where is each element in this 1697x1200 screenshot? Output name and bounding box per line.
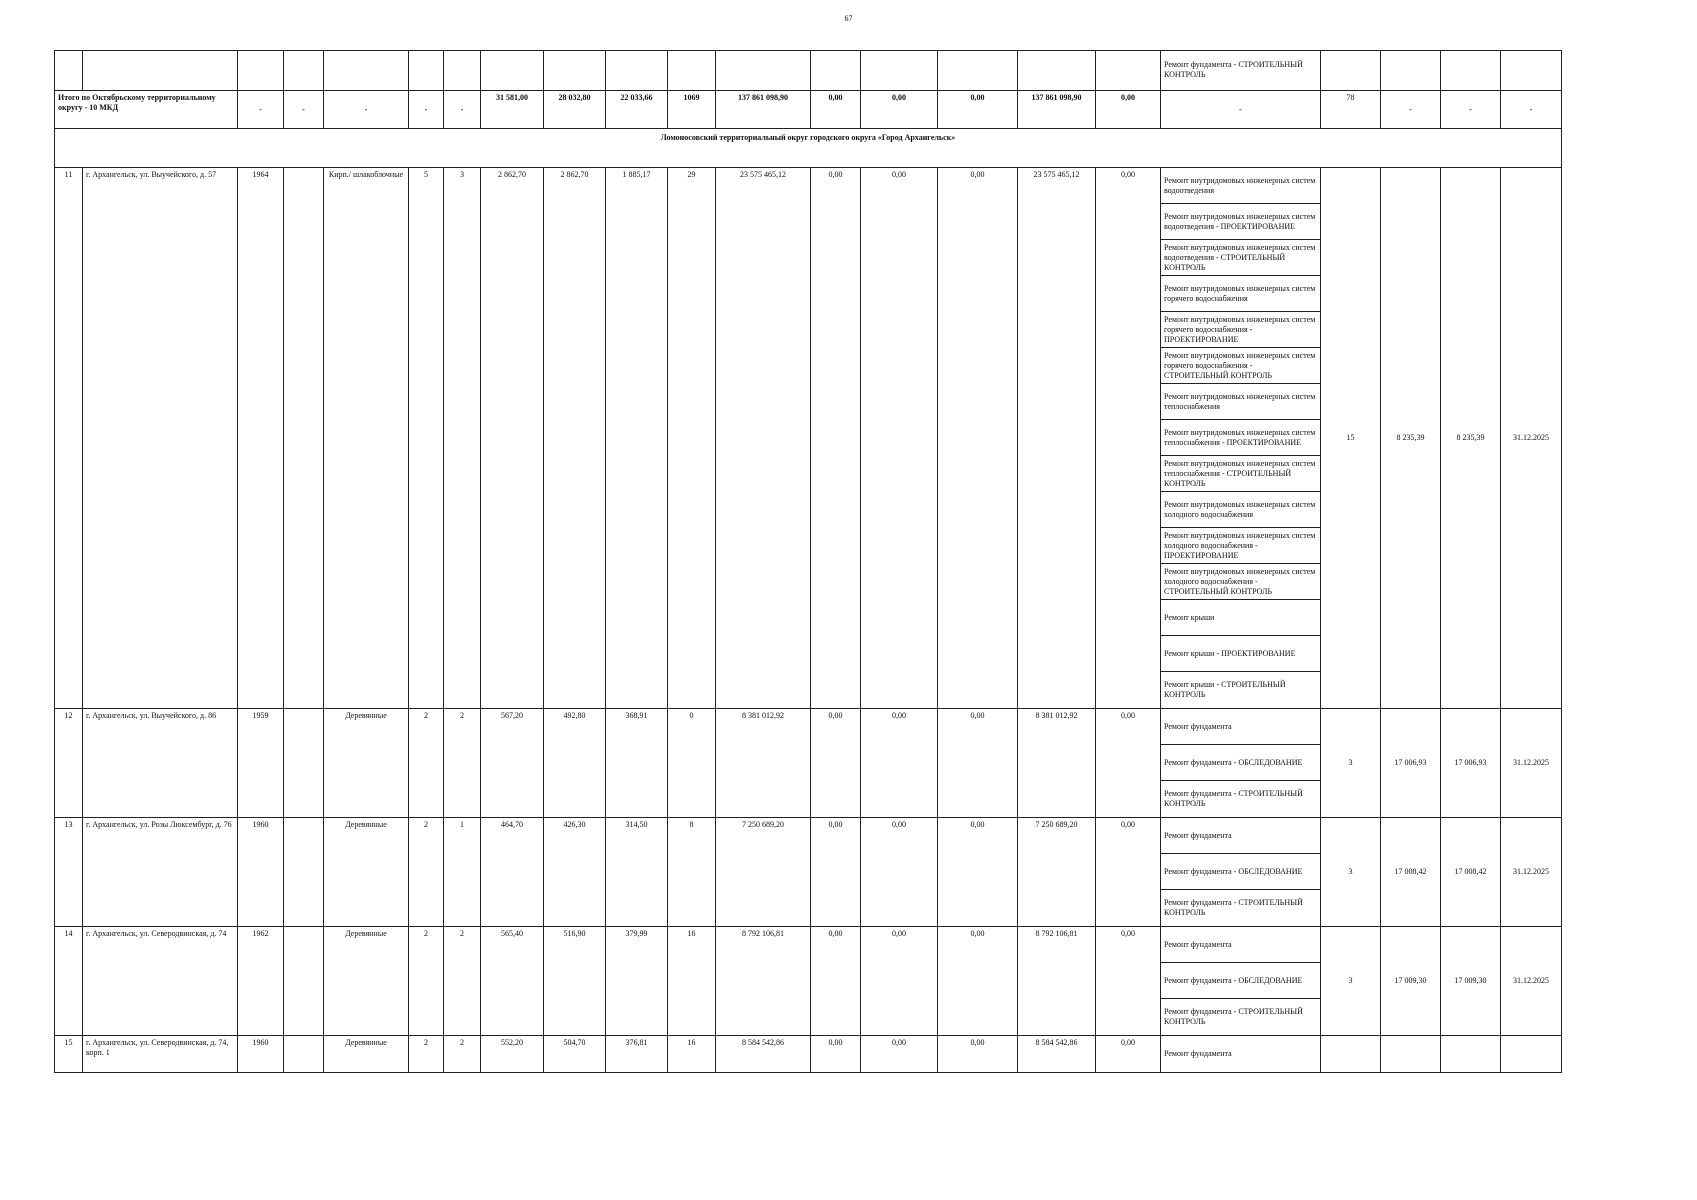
fund-regional-cell: 0,00 — [861, 168, 938, 709]
works-list — [1161, 168, 1321, 709]
residential-area-cell: 376,81 — [606, 1036, 668, 1073]
entrances-count: 3 — [444, 168, 481, 709]
total-row: Итого по Октябрьскому территориальному округу - 10 МКД - - - - - 31 581,00 28 032,80 22 033,66 1069 137 861 098,90 0,00 0,00 0,00 137 861 098,90 0,00 - 78 - - - — [55, 91, 1562, 129]
floors-count: 2 — [409, 818, 444, 927]
deadline — [1501, 1036, 1562, 1073]
works-list — [1161, 709, 1321, 818]
fund-regional-cell: 0,00 — [861, 709, 938, 818]
living-area-cell: 492,80 — [544, 709, 606, 818]
work-item: Ремонт фундамента — [1161, 709, 1320, 745]
work-item: Ремонт фундамента — [1161, 927, 1320, 963]
last-repair-year — [284, 927, 324, 1036]
cost-total-cell: 8 381 012,92 — [716, 709, 811, 818]
work-item: Ремонт внутридомовых инженерных систем холодного водоснабжения — [1161, 492, 1320, 528]
total-area-cell: 464,70 — [481, 818, 544, 927]
fund-owners-cell: 8 792 106,81 — [1018, 927, 1096, 1036]
house-address: г. Архангельск, ул. Выучейского, д. 57 — [83, 168, 238, 709]
total-area-cell: 552,20 — [481, 1036, 544, 1073]
unit-cost: 17 006,93 — [1381, 709, 1441, 818]
entrances-count: 2 — [444, 709, 481, 818]
work-item: Ремонт внутридомовых инженерных систем теплоснабжения - ПРОЕКТИРОВАНИЕ — [1161, 420, 1320, 456]
floors-count: 2 — [409, 709, 444, 818]
total-residential-area: 22 033,66 — [606, 91, 668, 129]
work-item: Ремонт фундамента - СТРОИТЕЛЬНЫЙ КОНТРОЛЬ — [1164, 898, 1303, 917]
repair-program-table — [54, 50, 1562, 1073]
floors-count: 2 — [409, 1036, 444, 1073]
fund-regional-cell: 0,00 — [861, 1036, 938, 1073]
max-unit-cost — [1441, 1036, 1501, 1073]
work-item: Ремонт внутридомовых инженерных систем горячего водоснабжения - ПРОЕКТИРОВАНИЕ — [1161, 312, 1320, 348]
fund-regional-cell: 0,00 — [861, 927, 938, 1036]
row-number: 12 — [55, 709, 83, 818]
residential-area-cell: 314,50 — [606, 818, 668, 927]
unit-cost — [1381, 1036, 1441, 1073]
wall-material: Деревянные — [324, 818, 409, 927]
fund-local-cell: 0,00 — [938, 709, 1018, 818]
fund-federal-cell: 0,00 — [811, 1036, 861, 1073]
house-row — [55, 1036, 1562, 1073]
work-item: Ремонт фундамента - ОБСЛЕДОВАНИЕ — [1161, 745, 1320, 781]
works-list — [1161, 927, 1321, 1036]
deadline: 31.12.2025 — [1501, 818, 1562, 927]
top-continuation-row — [55, 51, 1562, 91]
build-year: 1959 — [238, 709, 284, 818]
entrances-count: 2 — [444, 927, 481, 1036]
total-residents: 1069 — [668, 91, 716, 129]
build-year: 1960 — [238, 1036, 284, 1073]
page-number: 67 — [844, 14, 853, 23]
entrances-count: 2 — [444, 1036, 481, 1073]
fund-federal-cell: 0,00 — [811, 818, 861, 927]
house-row — [55, 168, 1562, 709]
fund-other-cell: 0,00 — [1096, 818, 1161, 927]
max-unit-cost: 17 008,42 — [1441, 818, 1501, 927]
unit-cost: 8 235,39 — [1381, 168, 1441, 709]
fund-federal-cell: 0,00 — [811, 168, 861, 709]
total-cost: 137 861 098,90 — [716, 91, 811, 129]
residents-cell: 16 — [668, 927, 716, 1036]
house-address: г. Архангельск, ул. Северодвинская, д. 74 — [83, 927, 238, 1036]
work-item: Ремонт внутридомовых инженерных систем теплоснабжения — [1161, 384, 1320, 420]
section-header-row — [55, 129, 1562, 168]
works-count: 3 — [1321, 818, 1381, 927]
works-list — [1161, 1036, 1321, 1073]
last-repair-year — [284, 168, 324, 709]
fund-federal-cell: 0,00 — [811, 927, 861, 1036]
fund-other-cell: 0,00 — [1096, 1036, 1161, 1073]
cost-total-cell: 8 584 542,86 — [716, 1036, 811, 1073]
unit-cost: 17 008,42 — [1381, 818, 1441, 927]
work-item: Ремонт внутридомовых инженерных систем водоотведения - ПРОЕКТИРОВАНИЕ — [1161, 204, 1320, 240]
last-repair-year — [284, 709, 324, 818]
work-item: Ремонт фундамента - СТРОИТЕЛЬНЫЙ КОНТРОЛЬ — [1164, 1007, 1303, 1026]
deadline: 31.12.2025 — [1501, 709, 1562, 818]
floors-count: 2 — [409, 927, 444, 1036]
works-count: 3 — [1321, 927, 1381, 1036]
cost-total-cell: 8 792 106,81 — [716, 927, 811, 1036]
entrances-count: 1 — [444, 818, 481, 927]
work-item: Ремонт фундамента — [1161, 818, 1320, 854]
residents-cell: 29 — [668, 168, 716, 709]
house-row — [55, 927, 1562, 1036]
total-count: 78 — [1321, 91, 1381, 129]
house-address: г. Архангельск, ул. Выучейского, д. 86 — [83, 709, 238, 818]
living-area-cell: 426,30 — [544, 818, 606, 927]
max-unit-cost: 17 006,93 — [1441, 709, 1501, 818]
section-title: Ломоносовский территориальный округ городского округа «Город Архангельск» — [55, 129, 1562, 168]
last-repair-year — [284, 1036, 324, 1073]
max-unit-cost: 8 235,39 — [1441, 168, 1501, 709]
row-number: 14 — [55, 927, 83, 1036]
row-number: 15 — [55, 1036, 83, 1073]
work-item: Ремонт внутридомовых инженерных систем холодного водоснабжения - ПРОЕКТИРОВАНИЕ — [1161, 528, 1320, 564]
deadline: 31.12.2025 — [1501, 168, 1562, 709]
house-row — [55, 709, 1562, 818]
fund-owners-cell: 8 584 542,86 — [1018, 1036, 1096, 1073]
build-year: 1960 — [238, 818, 284, 927]
work-item: Ремонт фундамента — [1164, 1049, 1232, 1058]
works-count — [1321, 1036, 1381, 1073]
build-year: 1962 — [238, 927, 284, 1036]
work-item: Ремонт внутридомовых инженерных систем теплоснабжения - СТРОИТЕЛЬНЫЙ КОНТРОЛЬ — [1161, 456, 1320, 492]
residential-area-cell: 1 885,17 — [606, 168, 668, 709]
total-label: Итого по Октябрьскому территориальному округу - 10 МКД — [55, 91, 238, 129]
works-count: 3 — [1321, 709, 1381, 818]
living-area-cell: 516,90 — [544, 927, 606, 1036]
house-address: г. Архангельск, ул. Розы Люксембург, д. 76 — [83, 818, 238, 927]
fund-local-cell: 0,00 — [938, 927, 1018, 1036]
cost-total-cell: 7 250 689,20 — [716, 818, 811, 927]
work-item: Ремонт внутридомовых инженерных систем холодного водоснабжения - СТРОИТЕЛЬНЫЙ КОНТРОЛЬ — [1161, 564, 1320, 600]
work-item: Ремонт крыши - ПРОЕКТИРОВАНИЕ — [1161, 636, 1320, 672]
fund-other-cell: 0,00 — [1096, 168, 1161, 709]
wall-material: Деревянные — [324, 927, 409, 1036]
fund-owners-cell: 23 575 465,12 — [1018, 168, 1096, 709]
living-area-cell: 2 862,70 — [544, 168, 606, 709]
house-address: г. Архангельск, ул. Северодвинская, д. 74, корп. 1 — [83, 1036, 238, 1073]
fund-owners-cell: 7 250 689,20 — [1018, 818, 1096, 927]
work-item: Ремонт крыши - СТРОИТЕЛЬНЫЙ КОНТРОЛЬ — [1164, 680, 1286, 699]
works-list — [1161, 818, 1321, 927]
fund-regional-cell: 0,00 — [861, 818, 938, 927]
work-item: Ремонт внутридомовых инженерных систем горячего водоснабжения — [1161, 276, 1320, 312]
wall-material: Кирп./ шлакоблочные — [324, 168, 409, 709]
works-count: 15 — [1321, 168, 1381, 709]
residential-area-cell: 379,99 — [606, 927, 668, 1036]
document-sheet — [54, 50, 1561, 1073]
total-area: 31 581,00 — [481, 91, 544, 129]
work-item: Ремонт внутридомовых инженерных систем водоотведения - СТРОИТЕЛЬНЫЙ КОНТРОЛЬ — [1161, 240, 1320, 276]
floors-count: 5 — [409, 168, 444, 709]
deadline: 31.12.2025 — [1501, 927, 1562, 1036]
work-item: Ремонт фундамента - ОБСЛЕДОВАНИЕ — [1161, 854, 1320, 890]
fund-other-cell: 0,00 — [1096, 709, 1161, 818]
work-item: Ремонт внутридомовых инженерных систем водоотведения — [1161, 168, 1320, 204]
build-year: 1964 — [238, 168, 284, 709]
total-living-area: 28 032,80 — [544, 91, 606, 129]
fund-other-cell: 0,00 — [1096, 927, 1161, 1036]
unit-cost: 17 009,30 — [1381, 927, 1441, 1036]
fund-federal-cell: 0,00 — [811, 709, 861, 818]
total-area-cell: 567,20 — [481, 709, 544, 818]
living-area-cell: 504,70 — [544, 1036, 606, 1073]
fund-local-cell: 0,00 — [938, 168, 1018, 709]
work-item: Ремонт фундамента - СТРОИТЕЛЬНЫЙ КОНТРОЛЬ — [1164, 789, 1303, 808]
work-item: Ремонт фундамента - ОБСЛЕДОВАНИЕ — [1161, 963, 1320, 999]
fund-local-cell: 0,00 — [938, 1036, 1018, 1073]
work-item: Ремонт внутридомовых инженерных систем горячего водоснабжения - СТРОИТЕЛЬНЫЙ КОНТРОЛЬ — [1161, 348, 1320, 384]
fund-owners-cell: 8 381 012,92 — [1018, 709, 1096, 818]
total-area-cell: 565,40 — [481, 927, 544, 1036]
total-area-cell: 2 862,70 — [481, 168, 544, 709]
max-unit-cost: 17 009,30 — [1441, 927, 1501, 1036]
fund-local-cell: 0,00 — [938, 818, 1018, 927]
row-number: 11 — [55, 168, 83, 709]
wall-material: Деревянные — [324, 1036, 409, 1073]
work-item: Ремонт крыши — [1161, 600, 1320, 636]
row-number: 13 — [55, 818, 83, 927]
residents-cell: 8 — [668, 818, 716, 927]
wall-material: Деревянные — [324, 709, 409, 818]
residential-area-cell: 368,91 — [606, 709, 668, 818]
house-row — [55, 818, 1562, 927]
residents-cell: 0 — [668, 709, 716, 818]
cost-total-cell: 23 575 465,12 — [716, 168, 811, 709]
work-item: Ремонт фундамента - СТРОИТЕЛЬНЫЙ КОНТРОЛЬ — [1164, 60, 1303, 79]
residents-cell: 16 — [668, 1036, 716, 1073]
last-repair-year — [284, 818, 324, 927]
